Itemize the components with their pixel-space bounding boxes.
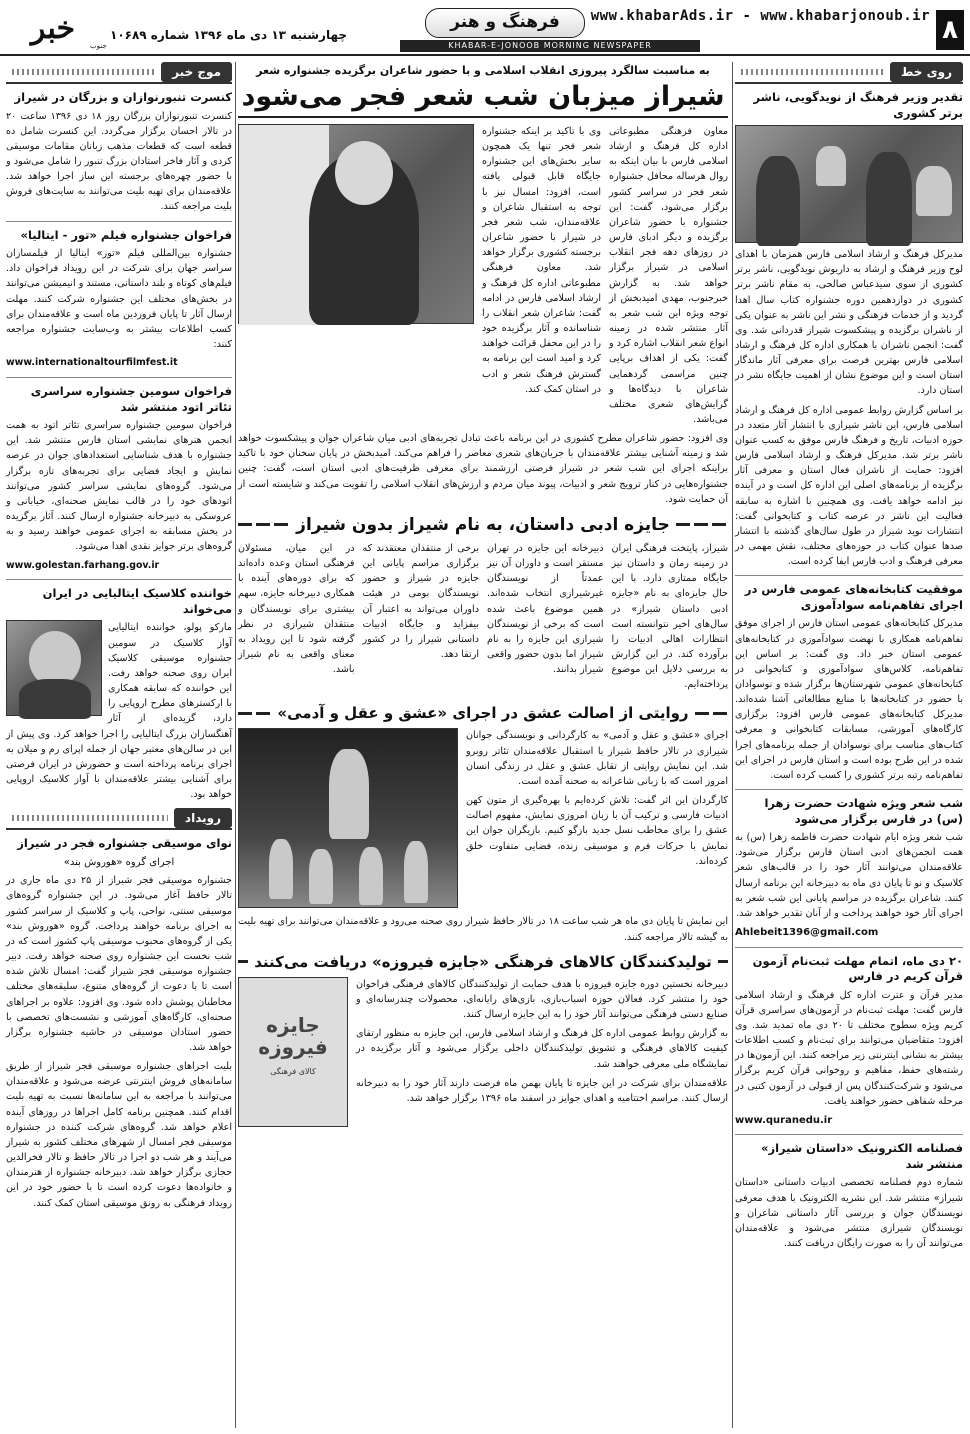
article-text: این نمایش تا پایان دی ماه هر شب ساعت ۱۸ در تالار حافظ شیراز روی صحنه می‌رود و علاقه‌مندان می‌توانند برای تهیه بلیت به گیشه تالار مراجعه کنند. — [238, 916, 728, 943]
headline[interactable]: خواننده کلاسیک ایتالیایی در ایران می‌خواند — [42, 586, 232, 616]
center-column — [238, 62, 728, 1428]
section-header — [6, 62, 232, 84]
site-urls[interactable]: www.khabarAds.ir - www.khabarjonoub.ir — [590, 8, 930, 24]
headline[interactable]: فراخوان جشنواره فیلم «تور - ایتالیا» — [20, 227, 232, 242]
page-number: ۸ — [936, 10, 964, 50]
article-text: مدیرکل فرهنگ و ارشاد اسلامی فارس همزمان با اهدای لوح وزیر فرهنگ و ارشاد به داریوش نوید‌گویی، ناشر برتر کشوری از سوی سیدعباس صالحی، به مقام ناشر برتر کشوری در دوازدهمین دوره جشنواره کتاب سال اهدا گردید و از خدمات فرهنگی و نشر این ناشر به عنوان یکی از ناشران برگزیده و پیشکسوت شیراز قدردانی شد. وی گفت: انجمن ناشران با همکاری اداره کل فرهنگ و ارشاد اسلامی فارس بهترین فرصت برای معرفی آثار ماندگار استان است و این موضوع نشان از اهمیت جایگاه نشر در استان دارد. — [735, 249, 963, 397]
poster-subtitle: کالای فرهنگی — [270, 1066, 316, 1076]
article-text: مارکو پولو، خواننده ایتالیایی آواز کلاسیک در سومین جشنواره موسیقی کلاسیک ایران روی صحنه خواهد رفت. این خواننده که سابقه همکاری با ارکسترهای مطرح اروپایی را دارد، گزیده‌ای از آثار آهنگسازان بزرگ ایتالیایی را اجرا خواهد کرد. وی پیش از این در سالن‌های معتبر جهان از جمله اپرای رم و میلان به اجرای برنامه پرداخته است و حضورش در ایران فرصتی برای آشنایی بیشتر علاقه‌مندان با آواز کلاسیک اروپایی خواهد بود. — [6, 622, 232, 801]
issue-date: چهارشنبه ۱۳ دی ماه ۱۳۹۶ شماره ۱۰۶۸۹ — [110, 28, 348, 42]
section-header — [6, 808, 232, 830]
headline[interactable]: فراخوان سومین جشنواره سراسری تئاتر اتود منتشر شد — [30, 384, 232, 414]
website-link[interactable]: www.internationaltourfilmfest.it — [6, 357, 178, 369]
divider — [6, 377, 232, 378]
story-columns — [238, 541, 728, 697]
article-text: شیراز، پایتخت فرهنگی ایران در زمینه رمان و داستان نیز جایگاه ممتازی دارد. با این حال جایزه‌ای به نام «جایزه ادبی داستان شیراز» در سال‌های اخیر نتوانسته است انتظارات اهالی ادبیات را برآورده کند. در این گزارش به بررسی دلایل این موضوع پرداخته‌ایم. — [611, 542, 728, 691]
article-text: دبیرخانه نخستین دوره جایزه فیروزه با هدف حمایت از تولیدکنندگان کالاهای فرهنگی فراخوان خود را منتشر کرد. فعالان حوزه اسباب‌بازی، بازی‌های رایانه‌ای، محصولات چندرسانه‌ای و صنایع دستی فرهنگی می‌توانند آثار خود را به این جایزه ارسال کنند. — [356, 978, 728, 1021]
subheadline: اجرای گروه «هوروش بند» — [63, 856, 175, 868]
divider — [735, 789, 963, 790]
divider — [741, 69, 884, 75]
logo-icon — [8, 4, 107, 52]
article-text: در این میان، مسئولان فرهنگی استان وعده داده‌اند که برای دوره‌های آینده با همکاری دبیرخانه جایزه، سهم بیشتری برای نویسندگان و منتقدان شیرازی در نظر گرفته شود تا این رویداد به معنای واقعی به نام شیراز باشد. — [238, 542, 355, 676]
divider — [735, 575, 963, 576]
headline-band — [238, 515, 728, 535]
headline[interactable]: فصلنامه الکترونیک «داستان شیراز» منتشر شد — [761, 1141, 963, 1171]
article-text: وی با تاکید بر اینکه جشنواره شعر فجر تنها یک همچون سایر بخش‌های این جشنواره جایگاه قابل قبولی یافته است، افزود: امسال نیز با توجه به استقبال شاعران و علاقه‌مندان، شب شعر فجر در شیراز با حضور شاعران برجسته کشوری برگزار خواهد شد. معاون فرهنگی مطبوعاتی اداره کل فرهنگ و ارشاد اسلامی فارس در ادامه گفت: شاعران شعر انقلاب را شناسانده و آثار برگزیده خود را در این محفل قرائت خواهند کرد و امید است این برنامه به گسترش فرهنگ شعر و ادب در استان کمک کند. — [482, 126, 601, 395]
newspaper-logo — [8, 4, 107, 52]
headline[interactable]: تقدیر وزیر فرهنگ از نوید‌گویی، ناشر برتر کشوری — [753, 90, 963, 120]
article-text: بلیت اجراهای جشنواره موسیقی فجر شیراز از طریق سامانه‌های فروش اینترنتی عرضه می‌شود و علاقه‌مندان می‌توانند با مراجعه به این سامانه‌ها نسبت به تهیه بلیت اقدام کنند. همچنین برنامه کامل اجراها در روزهای آینده اعلام خواهد شد. گروه‌های شرکت کننده در جشنواره موسیقی فجر امسال از شهرهای مختلف کشور به شیراز می‌آیند و هر شب دو اجرا در تالار حافظ و تالار فخرالدین حجازی برگزار خواهد شد. دبیرخانه جشنواره از هنرمندان و خانواده‌ها دعوت کرده است تا با حضور خود در این رویداد فرهنگی به رونق موسیقی استان کمک کنند. — [6, 1061, 232, 1209]
right-column — [735, 62, 963, 1428]
headline-band — [238, 953, 728, 971]
main-headline[interactable]: شیراز میزبان شب شعر فجر می‌شود — [238, 81, 728, 118]
article-text: فراخوان سومین جشنواره سراسری تئاتر اتود به همت انجمن هنرهای نمایشی استان فارس منتشر شد. این جشنواره با هدف شناسایی استعدادهای جوان در عرصه نمایش و ایجاد فضایی برای تجربه‌های تازه برگزار می‌شود. گروه‌های نمایشی سراسر کشور می‌توانند اتودهای خود را در قالب نمایش صحنه‌ای، خیابانی و عروسکی به دبیرخانه جشنواره ارسال کنند. آثار برگزیده در بخش مسابقه به اجرای عمومی خواهند رسید و به گروه‌های برتر جوایز نقدی اهدا می‌شود. — [6, 420, 232, 553]
section-header — [735, 62, 963, 84]
headline[interactable]: شب شعر ویژه شهادت حضرت زهرا (س) در فارس برگزار می‌شود — [764, 796, 963, 826]
stage-photo — [238, 728, 458, 908]
contact-email[interactable]: Ahlebeit1396@gmail.com — [735, 927, 879, 939]
divider — [735, 1134, 963, 1135]
svg-text:خبر: خبر — [30, 11, 76, 46]
column-rule — [732, 62, 733, 1428]
headline[interactable]: جایزه ادبی داستان، به نام شیراز بدون شیراز — [296, 514, 670, 535]
headline[interactable]: موفقیت کتابخانه‌های عمومی فارس در اجرای تفاهم‌نامه سوادآموزی — [744, 582, 963, 612]
singer-photo — [6, 620, 102, 716]
website-link[interactable]: www.golestan.farhang.gov.ir — [6, 559, 160, 571]
divider — [735, 947, 963, 948]
headline[interactable]: ۲۰ دی ماه، اتمام مهلت ثبت‌نام آزمون قرآن کریم در فارس — [752, 953, 963, 984]
section-tag: روی خط — [890, 62, 963, 82]
award-poster — [238, 977, 348, 1127]
article-text: جشنواره موسیقی فجر شیراز از ۲۵ دی ماه جاری در تالار حافظ آغاز می‌شود. در این جشنواره گروه‌های موسیقی سنتی، نواحی، پاپ و کلاسیک از سراسر کشور به اجرای برنامه خواهند پرداخت. گروه «هوروش بند» یکی از گروه‌های محبوب موسیقی پاپ کشور است که در شب نخست این جشنواره روی صحنه خواهد رفت. دبیر جشنواره موسیقی فجر شیراز گفت: امسال تلاش شده است تا با دعوت از گروه‌های متنوع، سلیقه‌های مختلف مخاطبان پوشش داده شود. وی افزود: علاوه بر اجراهای صحنه‌ای، کارگاه‌های آموزشی و نشست‌های تخصصی با حضور استادان موسیقی در حاشیه جشنواره برگزار خواهد شد. — [6, 875, 232, 1054]
article-text: علاقه‌مندان برای شرکت در این جایزه تا پایان بهمن ماه فرصت دارند آثار خود را به دبیرخانه ارسال کنند. مراسم اختتامیه و اهدای جوایز در اسفند ماه ۱۳۹۶ برگزار خواهد شد. — [356, 1077, 728, 1104]
headline[interactable]: نوای موسیقی جشنواره فجر در شیراز — [17, 836, 232, 851]
article-text: شماره دوم فصلنامه تخصصی ادبیات داستانی «داستان شیراز» منتشر شد. این نشریه الکترونیک با هدف معرفی نویسندگان جوان و بررسی آثار داستانی شاعران و نویسندگان شیرازی منتشر می‌شود و علاقه‌مندان می‌توانند آن را به صورت رایگان دریافت کنند. — [735, 1177, 963, 1249]
supertitle: به مناسبت سالگرد پیروزی انقلاب اسلامی و با حضور شاعران برگزیده جشنواره شعر — [256, 64, 710, 77]
article-text: کارگردان این اثر گفت: تلاش کرده‌ایم با بهره‌گیری از متون کهن ادبیات فارسی و ترکیب آن با زبان امروزی نمایش، مفهوم اصالت عشق را برای مخاطب نسل جدید بازگو کنیم. بازیگران جوان این نمایش با حرکات فرم و موسیقی زنده، فضایی متفاوت خلق کرده‌اند. — [466, 795, 728, 867]
article-text: به گزارش روابط عمومی اداره کل فرهنگ و ارشاد اسلامی فارس، این جایزه به منظور ارتقای کیفیت کالاهای فرهنگی و تشویق تولیدکنندگان داخلی برگزار می‌شود و آثار برگزیده در نمایشگاه ملی معرفی خواهند شد. — [356, 1028, 728, 1070]
divider — [6, 579, 232, 580]
divider — [6, 221, 232, 222]
section-title: فرهنگ و هنر — [425, 8, 585, 38]
lead-columns — [482, 124, 728, 431]
headline[interactable]: کنسرت تنبورنوازان و بزرگان در شیراز — [14, 90, 232, 104]
article-text: وی افزود: حضور شاعران مطرح کشوری در این برنامه باعث تبادل تجربه‌های ادبی میان شاعران جوان و پیشکسوت خواهد شد و زمینه آشنایی بیشتر علاقه‌مندان با جریان‌های شعری معاصر را فراهم می‌کند. امیدبخش در پایان سخنان خود با تاکید براینکه اجرای این شب شعر در شیراز فرصتی ارزشمند برای معرفی ظرفیت‌های ادبی استان است، گفت: چنین جشنواره‌هایی در کنار ترویج شعر و ادبیات، پیوند میان مردم و ارزش‌های انقلاب اسلامی را تقویت می‌کند و شایسته است از آن حمایت شود. — [238, 433, 728, 505]
headline[interactable]: تولیدکنندگان کالاهای فرهنگی «جایزه فیروزه» دریافت می‌کنند — [254, 952, 712, 971]
article-text: مدیرکل کتابخانه‌های عمومی استان فارس از اجرای موفق تفاهم‌نامه همکاری با نهضت سوادآموزی در کتابخانه‌های عمومی استان خبر داد. وی گفت: بر اساس این تفاهم‌نامه، کلاس‌های سوادآموزی و کتابخوانی در کتابخانه‌های عمومی شهرستان‌ها برگزار شده و نوسوادان با حضور در کتابخانه‌ها با منابع مطالعاتی آشنا شده‌اند. مدیرکل کتابخانه‌های عمومی فارس افزود: برگزاری کارگاه‌های آموزشی، مسابقات کتابخوانی و معرفی کتاب‌های مناسب برای نوسوادان از جمله برنامه‌های اجرا شده در این طرح بوده است و استان فارس در اجرای این تفاهم‌نامه رتبه برتر کشوری را کسب کرده است. — [735, 618, 963, 781]
left-column — [6, 62, 232, 1428]
masthead — [0, 0, 970, 56]
article-text: جشنواره بین‌المللی فیلم «تور» ایتالیا از فیلمسازان سراسر جهان برای شرکت در این رویداد فراخوان داد. فیلم‌های کوتاه و بلند داستانی، مستند و انیمیشن می‌توانند در بخش‌های مختلف این جشنواره شرکت کنند. مهلت ارسال آثار تا پایان فروردین ماه است و علاقه‌مندان برای کسب اطلاعات بیشتر به وب‌سایت جشنواره مراجعه کنند: — [6, 248, 232, 351]
headline[interactable]: روایتی از اصالت عشق در اجرای «عشق و عقل و آدمی» — [277, 704, 689, 723]
article-text: برخی از منتقدان معتقدند که برگزاری مراسم پایانی این جایزه در شیراز و حضور نویسندگان بومی در هیئت داوران می‌تواند به اعتبار آن بیفزاید و جایگاه ادبیات داستانی شیراز را در کشور ارتقا دهد. — [362, 542, 479, 660]
article-text: مدیر قرآن و عترت اداره کل فرهنگ و ارشاد اسلامی فارس گفت: مهلت ثبت‌نام در آزمون‌های سراسری قرآن کریم ویژه سطوح مختلف تا ۲۰ دی ماه تمدید شد. وی افزود: متقاضیان می‌توانند برای ثبت‌نام و کسب اطلاعات بیشتر به نشانی اینترنتی زیر مراجعه کنند. این آزمون‌ها در رشته‌های حفظ، مفاهیم و روخوانی قرآن کریم برگزار می‌شود و شرکت‌کنندگان پس از قبولی در آزمون کتبی در مرحله شفاهی حضور خواهند یافت. — [735, 989, 963, 1107]
article-text: اجرای «عشق و عقل و آدمی» به کارگردانی و نویسندگی جوانان شیرازی در تالار حافظ شیراز با استقبال علاقه‌مندان تئاتر روبرو شد. این نمایش روایتی از تقابل عشق و عقل در زندگی انسان امروز است که با زبانی شاعرانه به صحنه آمده است. — [466, 730, 728, 787]
article-text: معاون فرهنگی مطبوعاتی اداره کل فرهنگ و ارشاد اسلامی فارس با بیان اینکه به روال هرساله محافل جشنواره شعر فجر در سراسر کشور برگزار می‌شود، گفت: این جشنواره با حضور شاعران برگزیده و دیگر ادبای فارس در روزهای دهه فجر انقلاب اسلامی در شیراز برگزار خواهد شد. به گزارش خبرجنوب، مهدی امیدبخش از توجه ویژه این شب شعر به آثار منتشر شده در زمینه انواع شعر انقلاب اشاره کرد و گفت: یکی از اهداف برپایی چنین مراسمی گردهمایی شاعران با دیدگاه‌ها و گرایش‌های شعری مختلف می‌باشد. — [609, 126, 728, 425]
section-tag: موج خبر — [161, 62, 232, 82]
divider — [12, 69, 155, 75]
poster-title: جایزه فیروزه — [258, 1012, 328, 1059]
divider — [12, 815, 168, 821]
column-rule — [235, 62, 236, 1428]
section-tag: رویداد — [174, 808, 232, 828]
article-text: کنسرت تنبورنوازان بزرگان روز ۱۸ دی ۱۳۹۶ ساعت ۲۰ در تالار احسان برگزار می‌گردد. این کنسرت شامل ده قطعه است که قطعات مذهب زبانان مقامات موسیقی کردی و آثار فاخر استادان بزرگ تنبور را شامل می‌شود و با حضور چهره‌های برجسته این ساز اجرا خواهد شد. علاقه‌مندان برای تهیه بلیت می‌توانند به سایت‌های فروش بلیت مراجعه کنند. — [6, 110, 232, 213]
headline-band — [238, 704, 728, 722]
english-name: KHABAR-E-JONOOB MORNING NEWSPAPER — [400, 40, 700, 52]
article-text: دبیرخانه این جایزه در تهران مستقر است و داوران آن نیز عمدتاً از نویسندگان غیرشیرازی انتخاب شده‌اند. همین موضوع باعث شده است که برخی از نویسندگان شیرازی این جایزه را به نام شیراز اما بدون حضور واقعی شیراز بدانند. — [487, 542, 604, 676]
news-photo — [735, 125, 963, 243]
website-link[interactable]: www.quranedu.ir — [735, 1114, 833, 1126]
article-text: بر اساس گزارش روابط عمومی اداره کل فرهنگ و ارشاد اسلامی فارس، این ناشر شیرازی با انتشار آثار متعدد در حوزه ادبیات، تاریخ و فرهنگ فارس موفق به کسب عنوان ناشر برتر شد. مدیرکل فرهنگ و ارشاد اسلامی فارس افزود: حمایت از ناشران فعال استان و معرفی آثار برگزیده از برنامه‌های اصلی این اداره کل است و در آینده نیز ادامه خواهد یافت. وی همچنین با اشاره به سابقه فعالیت این ناشر در عرصه کتاب و کتابخوانی گفت: انتشارات نوید شیراز در طول سال‌های گذشته با انتشار صدها عنوان کتاب در حوزه‌های مختلف، نقش مهمی در معرفی فرهنگ و ادب فارس ایفا کرده است. — [735, 404, 963, 568]
poet-photo — [238, 124, 474, 324]
svg-text:جنوب: جنوب — [90, 42, 107, 50]
article-text: شب شعر ویژه ایام شهادت حضرت فاطمه زهرا (س) به همت انجمن‌های ادبی استان فارس برگزار می‌شود. علاقه‌مندان می‌توانند آثار خود را در قالب‌های شعر کلاسیک و نو تا پایان دی ماه به دبیرخانه این برنامه ارسال کنند. شاعران برگزیده در مراسم پایانی این شب شعر به اجرای آثار خود خواهند پرداخت و از آنان تقدیر خواهد شد. — [735, 832, 963, 919]
